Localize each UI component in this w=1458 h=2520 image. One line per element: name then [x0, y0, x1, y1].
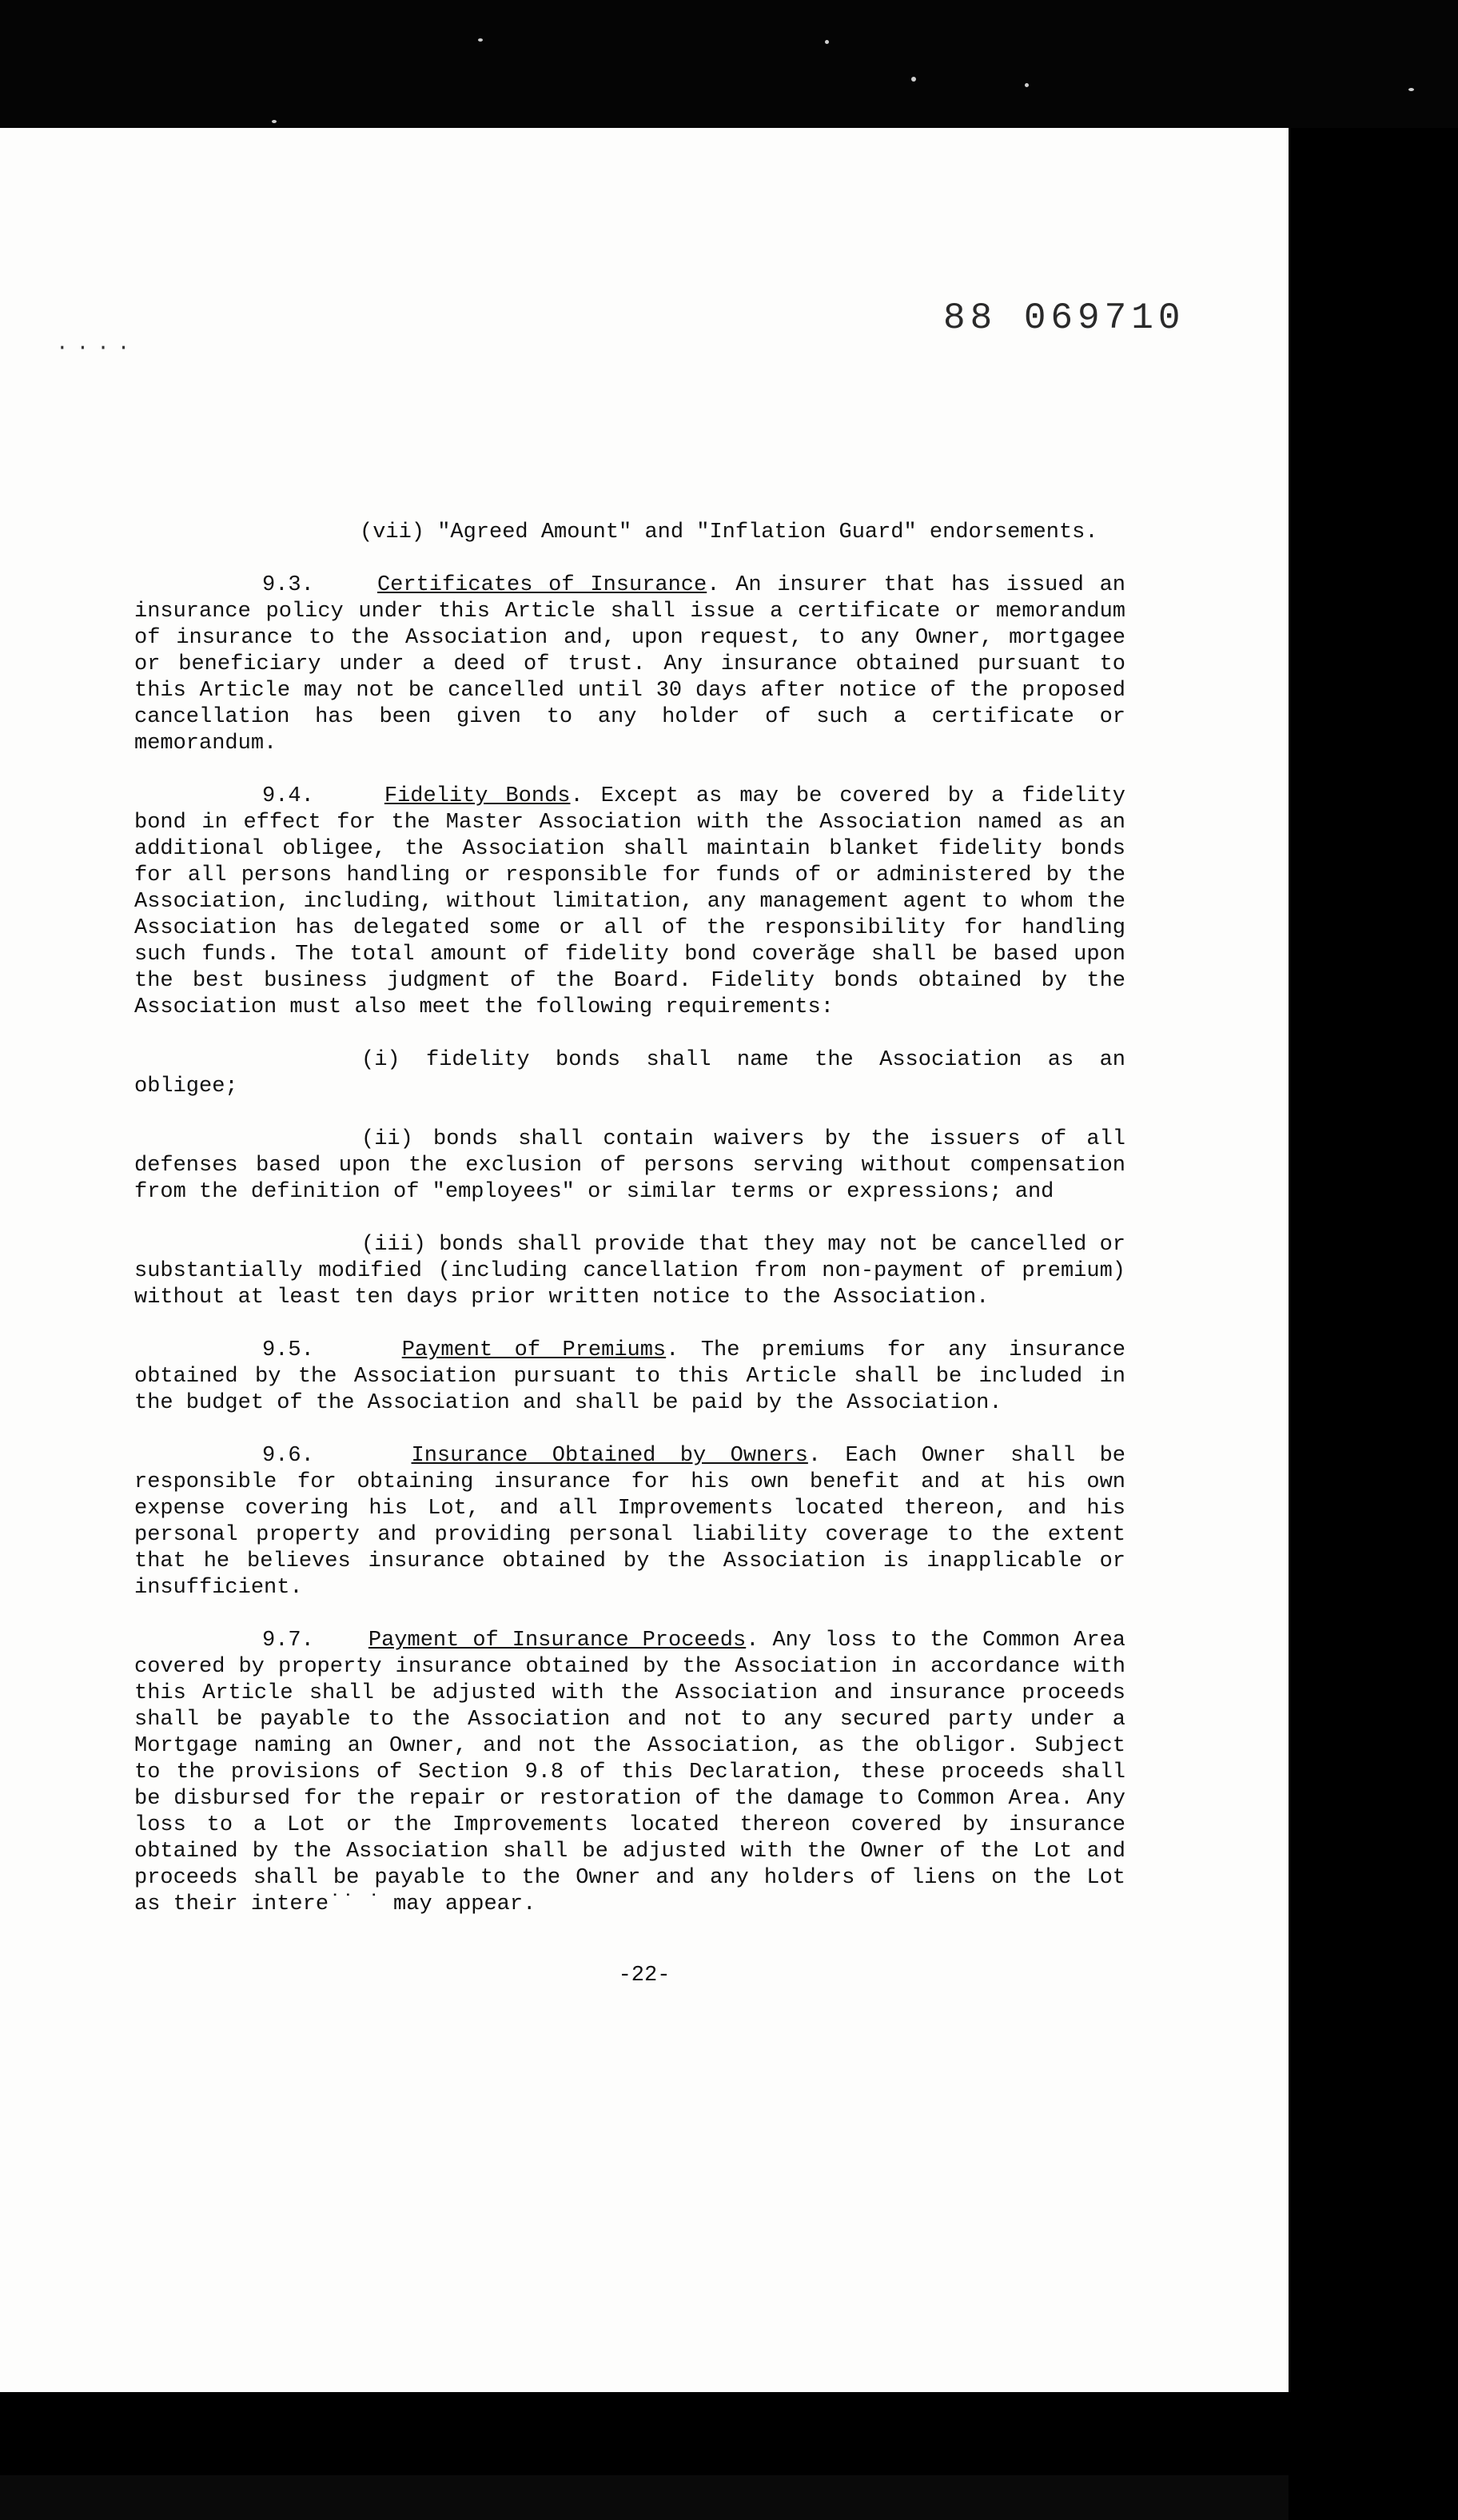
document-number-stamp: 88 069710: [943, 297, 1185, 339]
section-9-5: [134, 1338, 1125, 1417]
document-body: [134, 520, 1125, 1944]
section-text: . Any loss to the Common Area covered by property insurance obtained by the Association in accordance with this Article shall be adjusted with the Association and insurance proceeds shall be payable to the Association and not to any secured party under a Mortgage naming an Owner, and not the Association, as the obligor. Subject to the provisions of Section 9.8 of this Declaration, these proceeds shall be disbursed for the repair or restoration of the damage to Common Area. Any loss to a Lot or the Improvements located thereon covered by insurance obtained by the Association shall be adjusted with the Owner of the Lot and proceeds shall be payable to the Owner and any holders of liens on the Lot as their intere˙˙ ˙ may appear.: [134, 1629, 1125, 1916]
page-number: -22-: [618, 1964, 671, 1988]
scan-border-bottom: [0, 2475, 1289, 2520]
section-heading: Payment of Premiums: [401, 1338, 667, 1362]
section-9-7: [134, 1628, 1125, 1918]
scan-speck: [1025, 83, 1029, 87]
section-number: 9.5.: [262, 1338, 314, 1362]
scan-speck: [911, 77, 916, 82]
scan-speck: [1408, 88, 1414, 91]
scan-dots: ····: [56, 336, 138, 360]
section-number: 9.4.: [262, 784, 314, 808]
section-text: . The premiums for any insurance obtained by the Association pursuant to this Article shall be included in the budget of the Association and shall be paid by the Association.: [134, 1338, 1126, 1415]
item-ii: (ii) bonds shall contain waivers by the issuers of all defenses based upon the exclusion of persons serving without compensation from the definition of "employees" or similar terms or expressions; and: [134, 1127, 1125, 1204]
section-heading: Insurance Obtained by Owners: [411, 1444, 808, 1468]
item-i: (i) fidelity bonds shall name the Association as an obligee;: [134, 1048, 1125, 1099]
section-heading: Certificates of Insurance: [376, 573, 707, 597]
document-page: [0, 128, 1289, 2392]
section-number: 9.6.: [262, 1444, 314, 1468]
section-9-3: [134, 572, 1125, 757]
scan-border-top: [0, 0, 1458, 128]
scan-speck: [272, 120, 277, 123]
scan-speck: [478, 38, 483, 42]
item-vii: (vii) "Agreed Amount" and "Inflation Guard" endorsements.: [360, 520, 1098, 544]
section-text: . Each Owner shall be responsible for obtaining insurance for his own benefit and at his own expense covering his Lot, and all Improvements located thereon, and his personal property and providing personal liability coverage to the extent that he believes insurance obtained by the Association is inapplicable or insufficient.: [134, 1444, 1125, 1600]
section-number: 9.7.: [262, 1629, 314, 1653]
section-heading: Payment of Insurance Proceeds: [368, 1629, 747, 1653]
section-number: 9.3.: [262, 573, 314, 597]
section-heading: Fidelity Bonds: [384, 784, 571, 808]
item-iii: (iii) bonds shall provide that they may not be cancelled or substantially modified (including cancellation from non-payment of premium) without at least ten days prior written notice to the Association.: [134, 1233, 1125, 1310]
scan-speck: [825, 40, 829, 44]
section-text: . Except as may be covered by a fidelity bond in effect for the Master Association with the Association named as an additional obligee, the Association shall maintain blanket fidelity bonds for all persons handling or responsible for funds of or administered by the Association, including, without limitation, any management agent to whom the Association has delegated some or all of the responsibility for handling such funds. The total amount of fidelity bond coverăge shall be based upon the best business judgment of the Board. Fidelity bonds obtained by the Association must also meet the following requirements:: [134, 784, 1126, 1019]
section-9-6: [134, 1443, 1125, 1601]
section-9-4: [134, 784, 1125, 1021]
section-text: . An insurer that has issued an insurance policy under this Article shall issue a certificate or memorandum of insurance to the Association and, upon request, to any Owner, mortgagee or beneficiary under a deed of trust. Any insurance obtained pursuant to this Article may not be cancelled until 30 days after notice of the proposed cancellation has been given to any holder of such a certificate or memorandum.: [134, 573, 1125, 756]
